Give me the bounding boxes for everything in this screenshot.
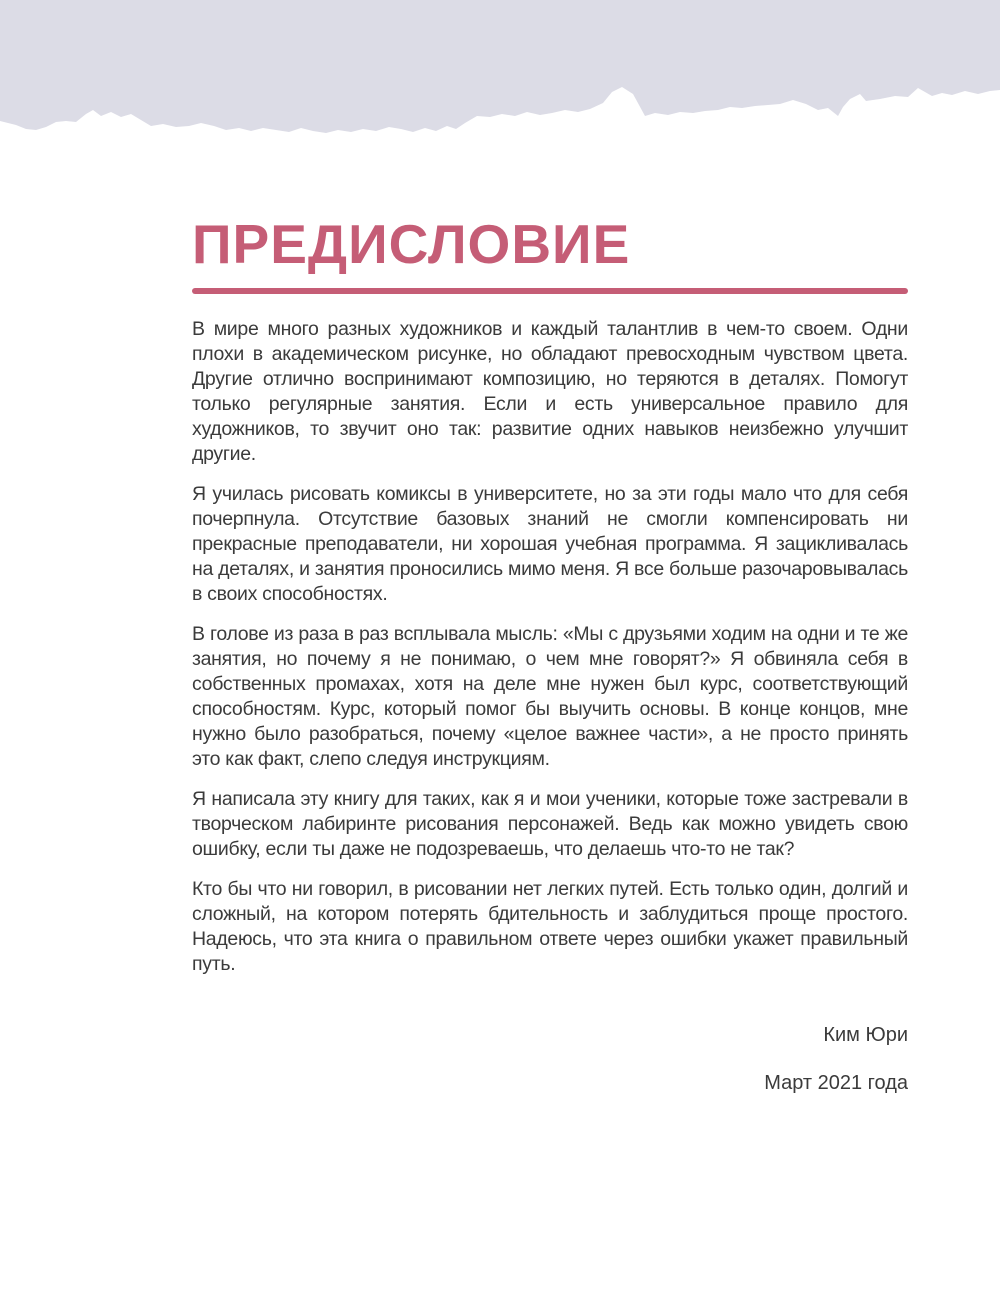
signature-block	[192, 1023, 908, 1096]
preface-paragraph: Я написала эту книгу для таких, как я и мои ученики, которые тоже застревали в творческом лабиринте рисования персонажей. Ведь как можно увидеть свою ошибку, если ты даже не подозреваешь, что делаешь что-то не так?	[192, 787, 908, 860]
preface-paragraph: В голове из раза в раз всплывала мысль: «Мы с друзьями ходим на одни и те же занятия, но почему я не понимаю, о чем мне говорят?» Я обвиняла себя в собственных промахах, хотя на деле мне нужен был курс, соответствующий способностям. Курс, который помог бы выучить основы. В конце концов, мне нужно было разобраться, почему «целое важнее части», а не просто принять это как факт, слепо следуя инструкциям.	[192, 622, 908, 770]
signature-author: Ким Юри	[823, 1023, 908, 1046]
preface-paragraph: Кто бы что ни говорил, в рисовании нет легких путей. Есть только один, долгий и сложный, на котором потерять бдительность и заблудиться проще простого. Надеюсь, что эта книга о правильном ответе через ошибки укажет правильный путь.	[192, 877, 908, 975]
signature-date: Март 2021 года	[764, 1071, 908, 1094]
preface-paragraph: В мире много разных художников и каждый талантлив в чем-то своем. Одни плохи в академическом рисунке, но обладают превосходным чувством цвета. Другие отлично воспринимают композицию, но теряются в деталях. Помогут только регулярные занятия. Если и есть универсальное правило для художников, то звучит оно так: развитие одних навыков неизбежно улучшит другие.	[192, 317, 908, 465]
preface-content	[192, 0, 908, 1096]
title-underline	[192, 288, 908, 294]
preface-paragraph: Я училась рисовать комиксы в университете, но за эти годы мало что для себя почерпнула. Отсутствие базовых знаний не смогли компенсировать ни прекрасные преподаватели, ни хорошая учебная программа. Я зацикливалась на деталях, и занятия проносились мимо меня. Я все больше разочаровывалась в своих способностях.	[192, 482, 908, 605]
page-title: ПРЕДИСЛОВИЕ	[192, 213, 631, 275]
